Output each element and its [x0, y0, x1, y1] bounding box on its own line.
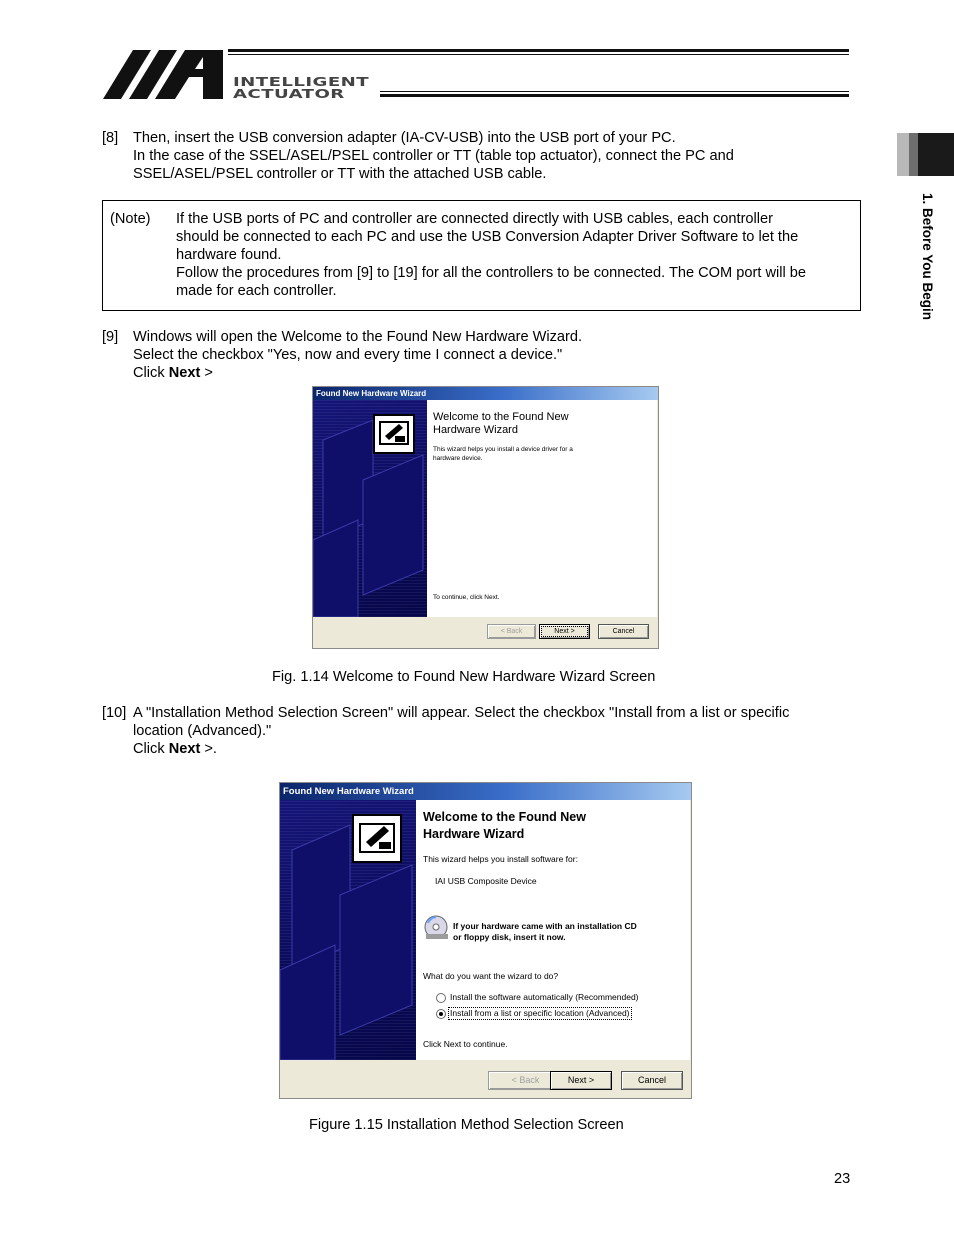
cancel-button[interactable]: Cancel — [598, 624, 649, 639]
header-rule-bottom-thin — [380, 91, 849, 92]
side-tab-block — [918, 133, 954, 176]
note-label: (Note) — [110, 211, 151, 227]
step-9-number: [9] — [102, 329, 119, 345]
figure-1-15-caption: Figure 1.15 Installation Method Selection Screen — [309, 1117, 624, 1133]
header-rule-bottom — [380, 94, 849, 97]
next-button[interactable]: Next > — [550, 1071, 612, 1090]
step-9-line-2: Select the checkbox "Yes, now and every time I connect a device." — [133, 347, 563, 363]
step-8-line-1: Then, insert the USB conversion adapter (IA-CV-USB) into the USB port of your PC. — [133, 130, 676, 146]
step-9-click-prefix: Click — [133, 365, 169, 381]
step-10-click-instruction — [133, 740, 217, 758]
step-10-line-2: location (Advanced)." — [133, 723, 272, 739]
cd-disk-icon — [423, 914, 451, 942]
wizard-side-graphic — [313, 400, 427, 617]
radio-install-from-list[interactable] — [436, 1009, 446, 1019]
wizard-heading-line-2: Hardware Wizard — [433, 424, 518, 436]
option-install-automatically-label[interactable]: Install the software automatically (Recommended) — [450, 992, 639, 1002]
next-button[interactable]: Next > — [539, 624, 590, 639]
wizard-side-graphic — [280, 800, 416, 1060]
wizard-continue-text: To continue, click Next. — [433, 594, 500, 601]
figure-1-14-caption: Fig. 1.14 Welcome to Found New Hardware Wizard Screen — [272, 669, 656, 685]
page-number: 23 — [834, 1171, 851, 1187]
wizard-description-line-1: This wizard helps you install a device driver for a — [433, 446, 573, 453]
step-9-click-next: Next — [168, 365, 201, 381]
step-9-click-instruction — [133, 364, 213, 382]
wizard-dialog-install-method — [279, 782, 692, 1099]
wizard-description-line-2: hardware device. — [433, 455, 483, 462]
side-tab-stripe-mid — [909, 133, 918, 176]
step-8-line-3: SSEL/ASEL/PSEL controller or TT with the attached USB cable. — [133, 166, 547, 182]
side-tab-label: 1. Before You Begin — [920, 193, 935, 321]
wizard-continue-text: Click Next to continue. — [423, 1039, 508, 1049]
iai-logo-icon — [103, 47, 225, 99]
wizard-heading-line-1: Welcome to the Found New — [423, 810, 586, 824]
note-line-3: hardware found. — [176, 247, 282, 263]
cd-note-line-2: or floppy disk, insert it now. — [453, 932, 566, 942]
step-10-click-next: Next — [168, 741, 201, 757]
dialog-title-bar: Found New Hardware Wizard — [313, 387, 658, 400]
back-button[interactable]: < Back — [487, 624, 536, 639]
step-8-number: [8] — [102, 130, 119, 146]
step-9-click-suffix: > — [200, 365, 213, 381]
hardware-icon — [352, 814, 402, 863]
note-line-2: should be connected to each PC and use the USB Conversion Adapter Driver Software to let the — [176, 229, 799, 245]
wizard-question: What do you want the wizard to do? — [423, 971, 559, 981]
logo-text-intelligent: INTELLIGENT — [233, 74, 370, 89]
wizard-description: This wizard helps you install software for: — [423, 854, 578, 864]
step-10-click-prefix: Click — [133, 741, 169, 757]
note-line-5: made for each controller. — [176, 283, 337, 299]
step-10-click-suffix: >. — [200, 741, 217, 757]
cd-note-line-1: If your hardware came with an installation CD — [453, 921, 637, 931]
dialog-content-area — [427, 400, 657, 617]
logo-text-actuator: ACTUATOR — [233, 86, 345, 101]
step-8-line-2: In the case of the SSEL/ASEL/PSEL controller or TT (table top actuator), connect the PC and — [133, 148, 734, 164]
wizard-heading-line-2: Hardware Wizard — [423, 827, 525, 841]
hardware-icon — [373, 414, 415, 454]
note-line-4: Follow the procedures from [9] to [19] for all the controllers to be connected. The COM port will be — [176, 265, 806, 281]
note-line-1: If the USB ports of PC and controller are connected directly with USB cables, each controller — [176, 211, 774, 227]
back-button[interactable]: < Back — [488, 1071, 563, 1090]
step-9-line-1: Windows will open the Welcome to the Found New Hardware Wizard. — [133, 329, 583, 345]
step-10-number: [10] — [102, 705, 127, 721]
side-tab-stripe-light — [897, 133, 909, 176]
device-name: IAI USB Composite Device — [435, 876, 537, 886]
header-rule-top — [228, 49, 849, 52]
radio-install-automatically[interactable] — [436, 993, 446, 1003]
wizard-dialog-welcome — [312, 386, 659, 649]
dialog-content-area — [416, 800, 690, 1060]
cancel-button[interactable]: Cancel — [621, 1071, 683, 1090]
header-rule-top-thin — [228, 54, 849, 55]
dialog-title-bar: Found New Hardware Wizard — [280, 783, 691, 800]
step-10-line-1: A "Installation Method Selection Screen" will appear. Select the checkbox "Install from a list or specific — [133, 705, 790, 721]
wizard-heading-line-1: Welcome to the Found New — [433, 411, 569, 423]
option-install-from-list-label[interactable]: Install from a list or specific location (Advanced) — [450, 1008, 630, 1018]
